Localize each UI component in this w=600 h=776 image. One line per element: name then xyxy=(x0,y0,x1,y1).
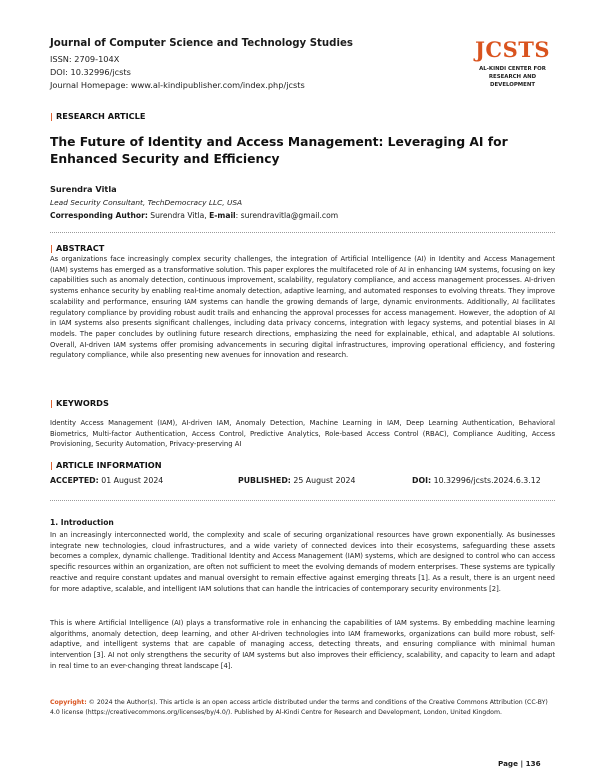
paper-title: The Future of Identity and Access Management: Leveraging AI for Enhanced Security and Efficiency xyxy=(50,135,508,166)
corresponding-author xyxy=(50,211,338,220)
keywords-text: Identity Access Management (IAM), AI-driven IAM, Anomaly Detection, Machine Learning in IAM, Deep Learning Authentication, Behavioral Biometrics, Multi-factor Authentication, Access Control, Predictive Analytics, Role-based Access Control (RBAC), Compliance Auditing, Access Provisioning, Security Automation, Privacy-preserving AI xyxy=(50,419,555,449)
accent-bar: | xyxy=(50,111,53,121)
page-number: Page | 136 xyxy=(498,759,541,768)
journal-issn: ISSN: 2709-104X xyxy=(50,54,120,64)
article-type-heading xyxy=(50,111,145,121)
article-info-heading-label: ARTICLE INFORMATION xyxy=(56,460,162,470)
doi-value[interactable]: 10.32996/jcsts.2024.6.3.12 xyxy=(433,476,541,485)
logo-wordmark: JCSTS xyxy=(474,37,551,62)
divider xyxy=(50,232,555,233)
introduction-paragraph-1: In an increasingly interconnected world, the complexity and scale of securing organizational resources have grown exponentially. As businesses integrate new technologies, cloud infrastructures, and a wide variety of connected devices into their ecosystems, safeguarding these assets becomes a complex, dynamic challenge. Traditional Identity and Access Management (IAM) systems, which are designed to control who can access specific resources within an organization, are often not sufficient to meet the evolving demands of modern enterprises. These systems are typically reactive and require constant updates and manual oversight to remain effective against emerging threats [1]. As a result, there is an urgent need for more adaptive, scalable, and intelligent IAM solutions that can handle the intricacies of contemporary security environments [2]. xyxy=(50,531,555,593)
accepted-label: ACCEPTED: xyxy=(50,476,99,485)
published-label: PUBLISHED: xyxy=(238,476,291,485)
introduction-paragraph-2: This is where Artificial Intelligence (AI) plays a transformative role in enhancing the capabilities of IAM systems. By embedding machine learning algorithms, anomaly detection, deep learning, and other AI-driven technologies into IAM frameworks, organizations can build more robust, self-adaptive, and intelligent systems that are capable of managing access, detecting threats, and ensuring compliance with minimal human intervention [3]. AI not only strengthens the security of IAM systems but also improves their efficiency, scalability, and capacity to learn and adapt in real time to an ever-changing threat landscape [4]. xyxy=(50,619,555,670)
accepted-value: 01 August 2024 xyxy=(101,476,164,485)
journal-homepage: Journal Homepage: www.al-kindipublisher.com/index.php/jcsts xyxy=(50,80,305,90)
accepted-date xyxy=(50,476,163,485)
author-name: Surendra Vitla xyxy=(50,184,117,194)
introduction-heading: 1. Introduction xyxy=(50,518,114,527)
keywords-heading-label: KEYWORDS xyxy=(56,398,109,408)
doi-label: DOI: xyxy=(412,476,432,485)
abstract-text: As organizations face increasingly complex security challenges, the integration of Artificial Intelligence (AI) in Identity and Access Management (IAM) systems has emerged as a transformative solution. This paper explores the multifaceted role of AI in enhancing IAM systems, focusing on key capabilities such as anomaly detection, continuous improvement, scalability, regulatory compliance, and access management processes. AI-driven systems enhance security by enabling real-time anomaly detection, adaptive learning, and automated responses to evolving threats. They improve scalability and performance, ensuring IAM systems can handle the growing demands of large, dynamic environments. Additionally, AI facilitates regulatory compliance by providing robust audit trails and enhancing the approval processes for access management. However, the adoption of AI in IAM systems also presents significant challenges, including data privacy concerns, integration with legacy systems, and potential biases in AI models. The paper concludes by outlining future research directions, emphasizing the need for explainable, ethical, and adaptable AI solutions. Overall, AI-driven IAM systems offer promising advancements in securing digital infrastructures, improving operational efficiency, and fostering regulatory compliance, while also presenting new avenues for innovation and research. xyxy=(50,255,555,360)
copyright-text: © 2024 the Author(s). This article is an open access article distributed under the terms and conditions of the Creative Commons Attribution (CC-BY) 4.0 license (https://creativecommons.org/licenses/by/4.0/). Published by Al-Kindi Centre for Research and Development, London, United Kingdom. xyxy=(50,699,548,716)
journal-title: Journal of Computer Science and Technology Studies xyxy=(50,38,353,49)
article-type-label: RESEARCH ARTICLE xyxy=(56,111,146,121)
accent-bar: | xyxy=(50,398,53,408)
abstract-heading xyxy=(50,243,104,253)
email-address[interactable]: : surendravitla@gmail.com xyxy=(235,211,339,220)
accent-bar: | xyxy=(50,243,53,253)
author-affiliation: Lead Security Consultant, TechDemocracy LLC, USA xyxy=(50,198,243,207)
abstract-heading-label: ABSTRACT xyxy=(56,243,105,253)
keywords-heading xyxy=(50,398,109,408)
divider xyxy=(50,500,555,501)
corresponding-name: Surendra Vitla, xyxy=(150,211,207,220)
accent-bar: | xyxy=(50,460,53,470)
journal-logo xyxy=(470,38,555,89)
copyright-label: Copyright: xyxy=(50,699,87,706)
published-value: 25 August 2024 xyxy=(293,476,356,485)
published-date xyxy=(238,476,355,485)
email-label: E-mail xyxy=(209,211,236,220)
logo-subtitle: AL-KINDI CENTER FOR RESEARCH AND DEVELOPMENT xyxy=(479,66,546,88)
corresponding-label: Corresponding Author: xyxy=(50,211,148,220)
article-doi xyxy=(412,476,541,485)
article-info-heading xyxy=(50,460,162,470)
copyright-notice xyxy=(50,698,555,717)
journal-doi: DOI: 10.32996/jcsts xyxy=(50,67,131,77)
